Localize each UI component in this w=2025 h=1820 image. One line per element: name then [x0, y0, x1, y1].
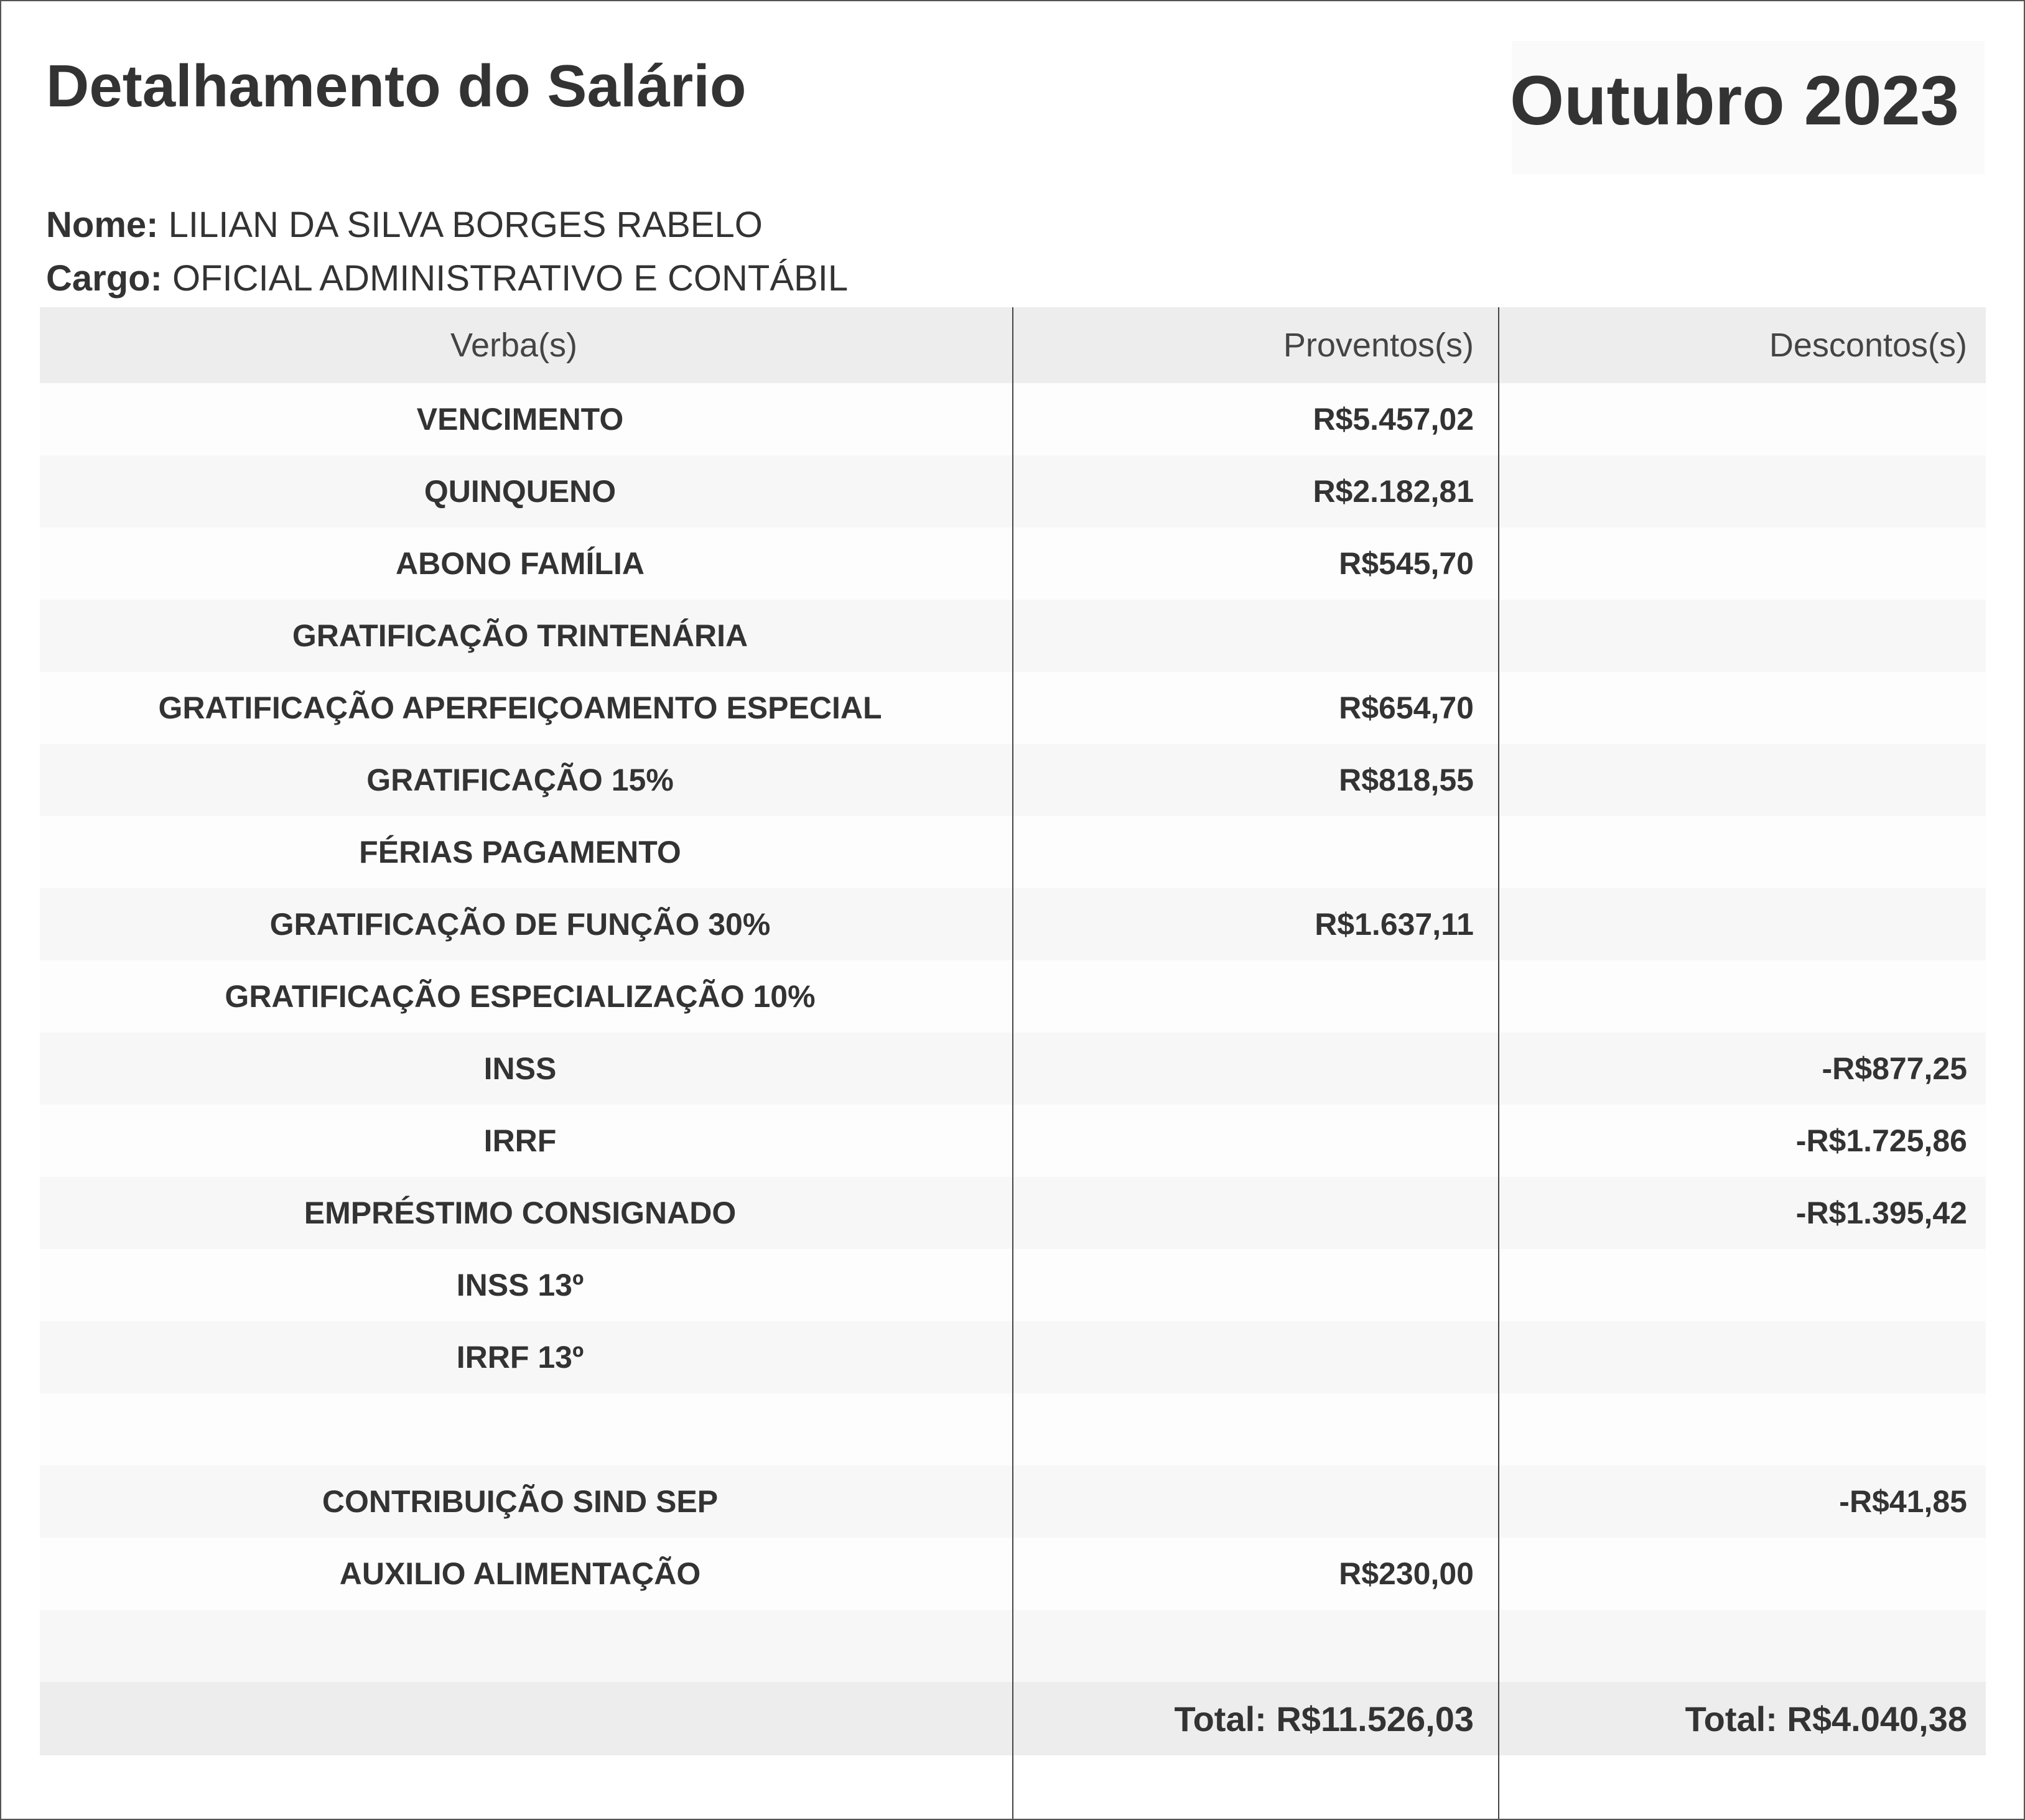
row-desconto: -R$41,85: [1839, 1484, 1967, 1519]
row-verba: FÉRIAS PAGAMENTO: [359, 835, 681, 870]
row-verba: INSS 13º: [456, 1268, 584, 1302]
row-provento: R$5.457,02: [1313, 402, 1474, 437]
row-provento: [1013, 1033, 1499, 1105]
column-header-proventos: Proventos(s): [1283, 327, 1474, 364]
row-verba: GRATIFICAÇÃO DE FUNÇÃO 30%: [269, 907, 771, 942]
row-provento: [1013, 1321, 1499, 1393]
row-provento: R$545,70: [1339, 546, 1474, 581]
row-desconto: [1499, 1321, 1986, 1393]
row-verba: QUINQUENO: [424, 474, 617, 509]
row-desconto: [1499, 1249, 1986, 1321]
row-provento: [1013, 816, 1499, 888]
row-desconto: [1499, 672, 1986, 744]
row-verba: ABONO FAMÍLIA: [396, 546, 645, 581]
row-verba: GRATIFICAÇÃO 15%: [366, 763, 674, 797]
column-header-descontos: Descontos(s): [1769, 327, 1967, 364]
total-proventos: Total: R$11.526,03: [1174, 1699, 1474, 1739]
column-divider: [1012, 307, 1013, 1820]
row-provento: [1013, 1105, 1499, 1177]
column-header-verba: Verba(s): [450, 327, 578, 364]
row-verba: AUXILIO ALIMENTAÇÃO: [339, 1556, 701, 1591]
row-verba: GRATIFICAÇÃO ESPECIALIZAÇÃO 10%: [225, 979, 816, 1014]
row-verba: [40, 1610, 1013, 1682]
row-desconto: [1499, 527, 1986, 600]
row-desconto: [1499, 600, 1986, 672]
row-verba: GRATIFICAÇÃO APERFEIÇOAMENTO ESPECIAL: [158, 690, 882, 725]
row-desconto: [1499, 1610, 1986, 1682]
row-provento: [1013, 1610, 1499, 1682]
row-provento: R$230,00: [1339, 1556, 1474, 1591]
row-provento: [1013, 1393, 1499, 1465]
row-desconto: -R$877,25: [1822, 1051, 1967, 1086]
row-provento: [1013, 960, 1499, 1033]
row-desconto: [1499, 1393, 1986, 1465]
totals-label-cell: [40, 1682, 1013, 1755]
row-provento: [1013, 1465, 1499, 1538]
row-provento: R$2.182,81: [1313, 474, 1474, 509]
employee-name-line: [46, 204, 763, 246]
total-descontos: Total: R$4.040,38: [1685, 1699, 1967, 1739]
row-provento: R$1.637,11: [1315, 907, 1474, 942]
column-divider: [1498, 307, 1499, 1820]
row-desconto: [1499, 888, 1986, 960]
row-verba: [40, 1393, 1013, 1465]
name-label: Nome:: [46, 205, 159, 245]
row-desconto: [1499, 816, 1986, 888]
employee-role-line: [46, 258, 848, 299]
period-label: Outubro 2023: [1510, 62, 1959, 139]
row-verba: GRATIFICAÇÃO TRINTENÁRIA: [292, 618, 748, 653]
row-provento: [1013, 1177, 1499, 1249]
row-provento: R$654,70: [1339, 690, 1474, 725]
row-desconto: [1499, 744, 1986, 816]
row-provento: [1013, 600, 1499, 672]
page-title: Detalhamento do Salário: [46, 53, 747, 119]
row-desconto: [1499, 455, 1986, 527]
row-desconto: [1499, 960, 1986, 1033]
row-verba: VENCIMENTO: [416, 402, 624, 437]
row-verba: EMPRÉSTIMO CONSIGNADO: [304, 1196, 737, 1230]
employee-role: OFICIAL ADMINISTRATIVO E CONTÁBIL: [172, 258, 849, 299]
row-desconto: -R$1.725,86: [1795, 1123, 1967, 1158]
row-verba: INSS: [483, 1051, 557, 1086]
row-verba: IRRF: [483, 1123, 557, 1158]
role-label: Cargo:: [46, 258, 162, 299]
row-desconto: [1499, 1538, 1986, 1610]
row-desconto: [1499, 383, 1986, 455]
employee-name: LILIAN DA SILVA BORGES RABELO: [168, 205, 763, 245]
row-verba: CONTRIBUIÇÃO SIND SEP: [322, 1484, 719, 1519]
row-provento: R$818,55: [1339, 763, 1474, 797]
row-verba: IRRF 13º: [456, 1340, 584, 1375]
row-provento: [1013, 1249, 1499, 1321]
row-desconto: -R$1.395,42: [1795, 1196, 1967, 1230]
